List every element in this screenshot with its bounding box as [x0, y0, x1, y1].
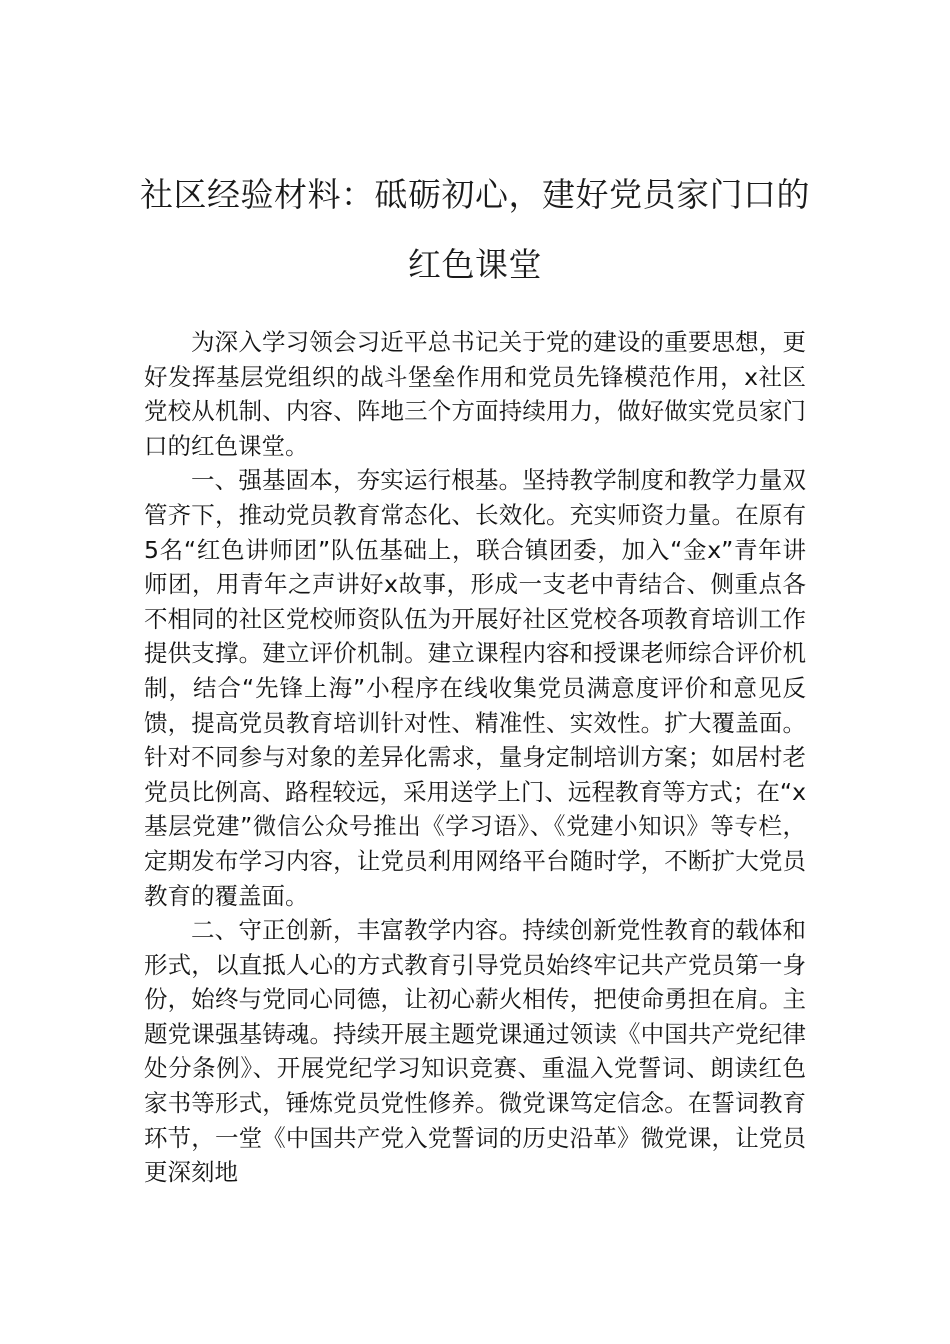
document-title: 社区经验材料：砥砺初心，建好党员家门口的红色课堂 [140, 175, 810, 284]
paragraph-intro: 为深入学习领会习近平总书记关于党的建设的重要思想，更好发挥基层党组织的战斗堡垒作用和党员先锋模范作用，x社区党校从机制、内容、阵地三个方面持续用力，做好做实党员家门口的红色课堂。 [144, 328, 806, 460]
paragraph-section-one: 一、强基固本，夯实运行根基。坚持教学制度和教学力量双管齐下，推动党员教育常态化、长效化。充实师资力量。在原有5名“红色讲师团”队伍基础上，联合镇团委，加入“金x”青年讲师团，用青年之声讲好x故事，形成一支老中青结合、侧重点各不相同的社区党校师资队伍为开展好社区党校各项教育培训工作提供支撑。建立评价机制。建立课程内容和授课老师综合评价机制，结合“先锋上海”小程序在线收集党员满意度评价和意见反馈，提高党员教育培训针对性、精准性、实效性。扩大覆盖面。针对不同参与对象的差异化需求，量身定制培训方案；如居村老党员比例高、路程较远，采用送学上门、远程教育等方式；在“x基层党建”微信公众号推出《学习语》、《党建小知识》等专栏，定期发布学习内容，让党员利用网络平台随时学，不断扩大党员教育的覆盖面。 [144, 466, 806, 910]
paragraph-section-two: 二、守正创新，丰富教学内容。持续创新党性教育的载体和形式，以直抵人心的方式教育引导党员始终牢记共产党员第一身份，始终与党同心同德，让初心薪火相传，把使命勇担在肩。主题党课强基铸魂。持续开展主题党课通过领读《中国共产党纪律处分条例》、开展党纪学习知识竞赛、重温入党誓词、朗读红色家书等形式，锤炼党员党性修养。微党课笃定信念。在誓词教育环节，一堂《中国共产党入党誓词的历史沿革》微党课，让党员更深刻地 [144, 916, 806, 1187]
document-body [144, 325, 806, 1190]
